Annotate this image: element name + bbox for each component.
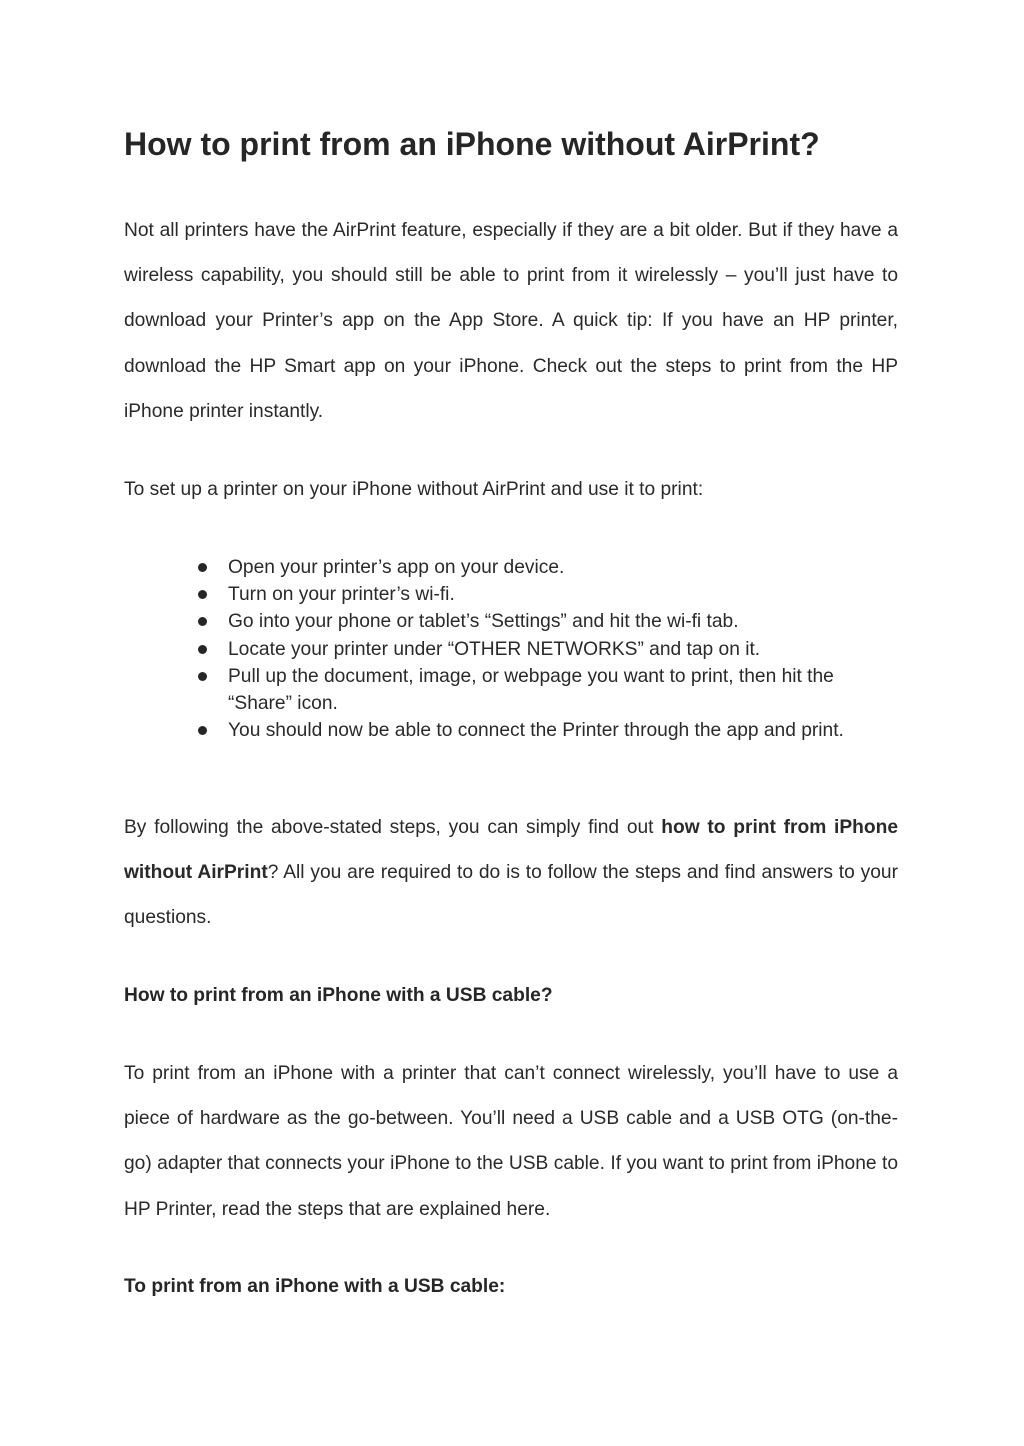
- conclusion-text-end: ? All you are required to do is to follow the steps and find answers to your questions.: [124, 862, 898, 929]
- setup-lead-text: To set up a printer on your iPhone without AirPrint and use it to print:: [124, 479, 704, 500]
- bullet-icon: [198, 726, 207, 735]
- page-title: How to print from an iPhone without AirPrint?: [124, 126, 820, 162]
- step-text: You should now be able to connect the Printer through the app and print.: [228, 720, 844, 742]
- list-item: [198, 663, 878, 717]
- bullet-icon: [198, 617, 207, 626]
- list-item: [198, 554, 878, 581]
- usb-heading: How to print from an iPhone with a USB cable?: [124, 985, 553, 1006]
- bullet-icon: [198, 645, 207, 654]
- intro-paragraph: Not all printers have the AirPrint feature, especially if they are a bit older. But if they have a wireless capability, you should still be able to print from it wirelessly – you’ll just have to download your Printer’s app on the App Store. A quick tip: If you have an HP printer, download the HP Smart app on your iPhone. Check out the steps to print from the HP iPhone printer instantly.: [124, 220, 898, 422]
- conclusion-text-start: By following the above-stated steps, you can simply find out: [124, 817, 662, 838]
- bullet-icon: [198, 590, 207, 599]
- step-text: Open your printer’s app on your device.: [228, 557, 565, 578]
- list-item: [198, 717, 878, 744]
- step-text: Go into your phone or tablet’s “Settings” and hit the wi-fi tab.: [228, 611, 739, 633]
- conclusion-paragraph: [124, 805, 898, 941]
- step-text: Turn on your printer’s wi-fi.: [228, 584, 455, 606]
- bullet-icon: [198, 563, 207, 572]
- step-text: Pull up the document, image, or webpage you want to print, then hit the “Share” icon.: [228, 665, 834, 715]
- usb-paragraph: To print from an iPhone with a printer that can’t connect wirelessly, you’ll have to use a piece of hardware as the go-between. You’ll need a USB cable and a USB OTG (on-the-go) adapter that connects your iPhone to the USB cable. If you want to print from iPhone to HP Printer, read the steps that are explained here.: [124, 1063, 898, 1220]
- list-item: [198, 608, 878, 635]
- steps-list: [198, 554, 878, 744]
- conclusion-bold-text: how to print from iPhone without AirPrint: [124, 817, 898, 884]
- step-text: Locate your printer under “OTHER NETWORKS” and tap on it.: [228, 638, 761, 660]
- list-item: [198, 636, 878, 663]
- list-item: [198, 581, 878, 608]
- usb-steps-heading: To print from an iPhone with a USB cable:: [124, 1276, 506, 1297]
- bullet-icon: [198, 672, 207, 681]
